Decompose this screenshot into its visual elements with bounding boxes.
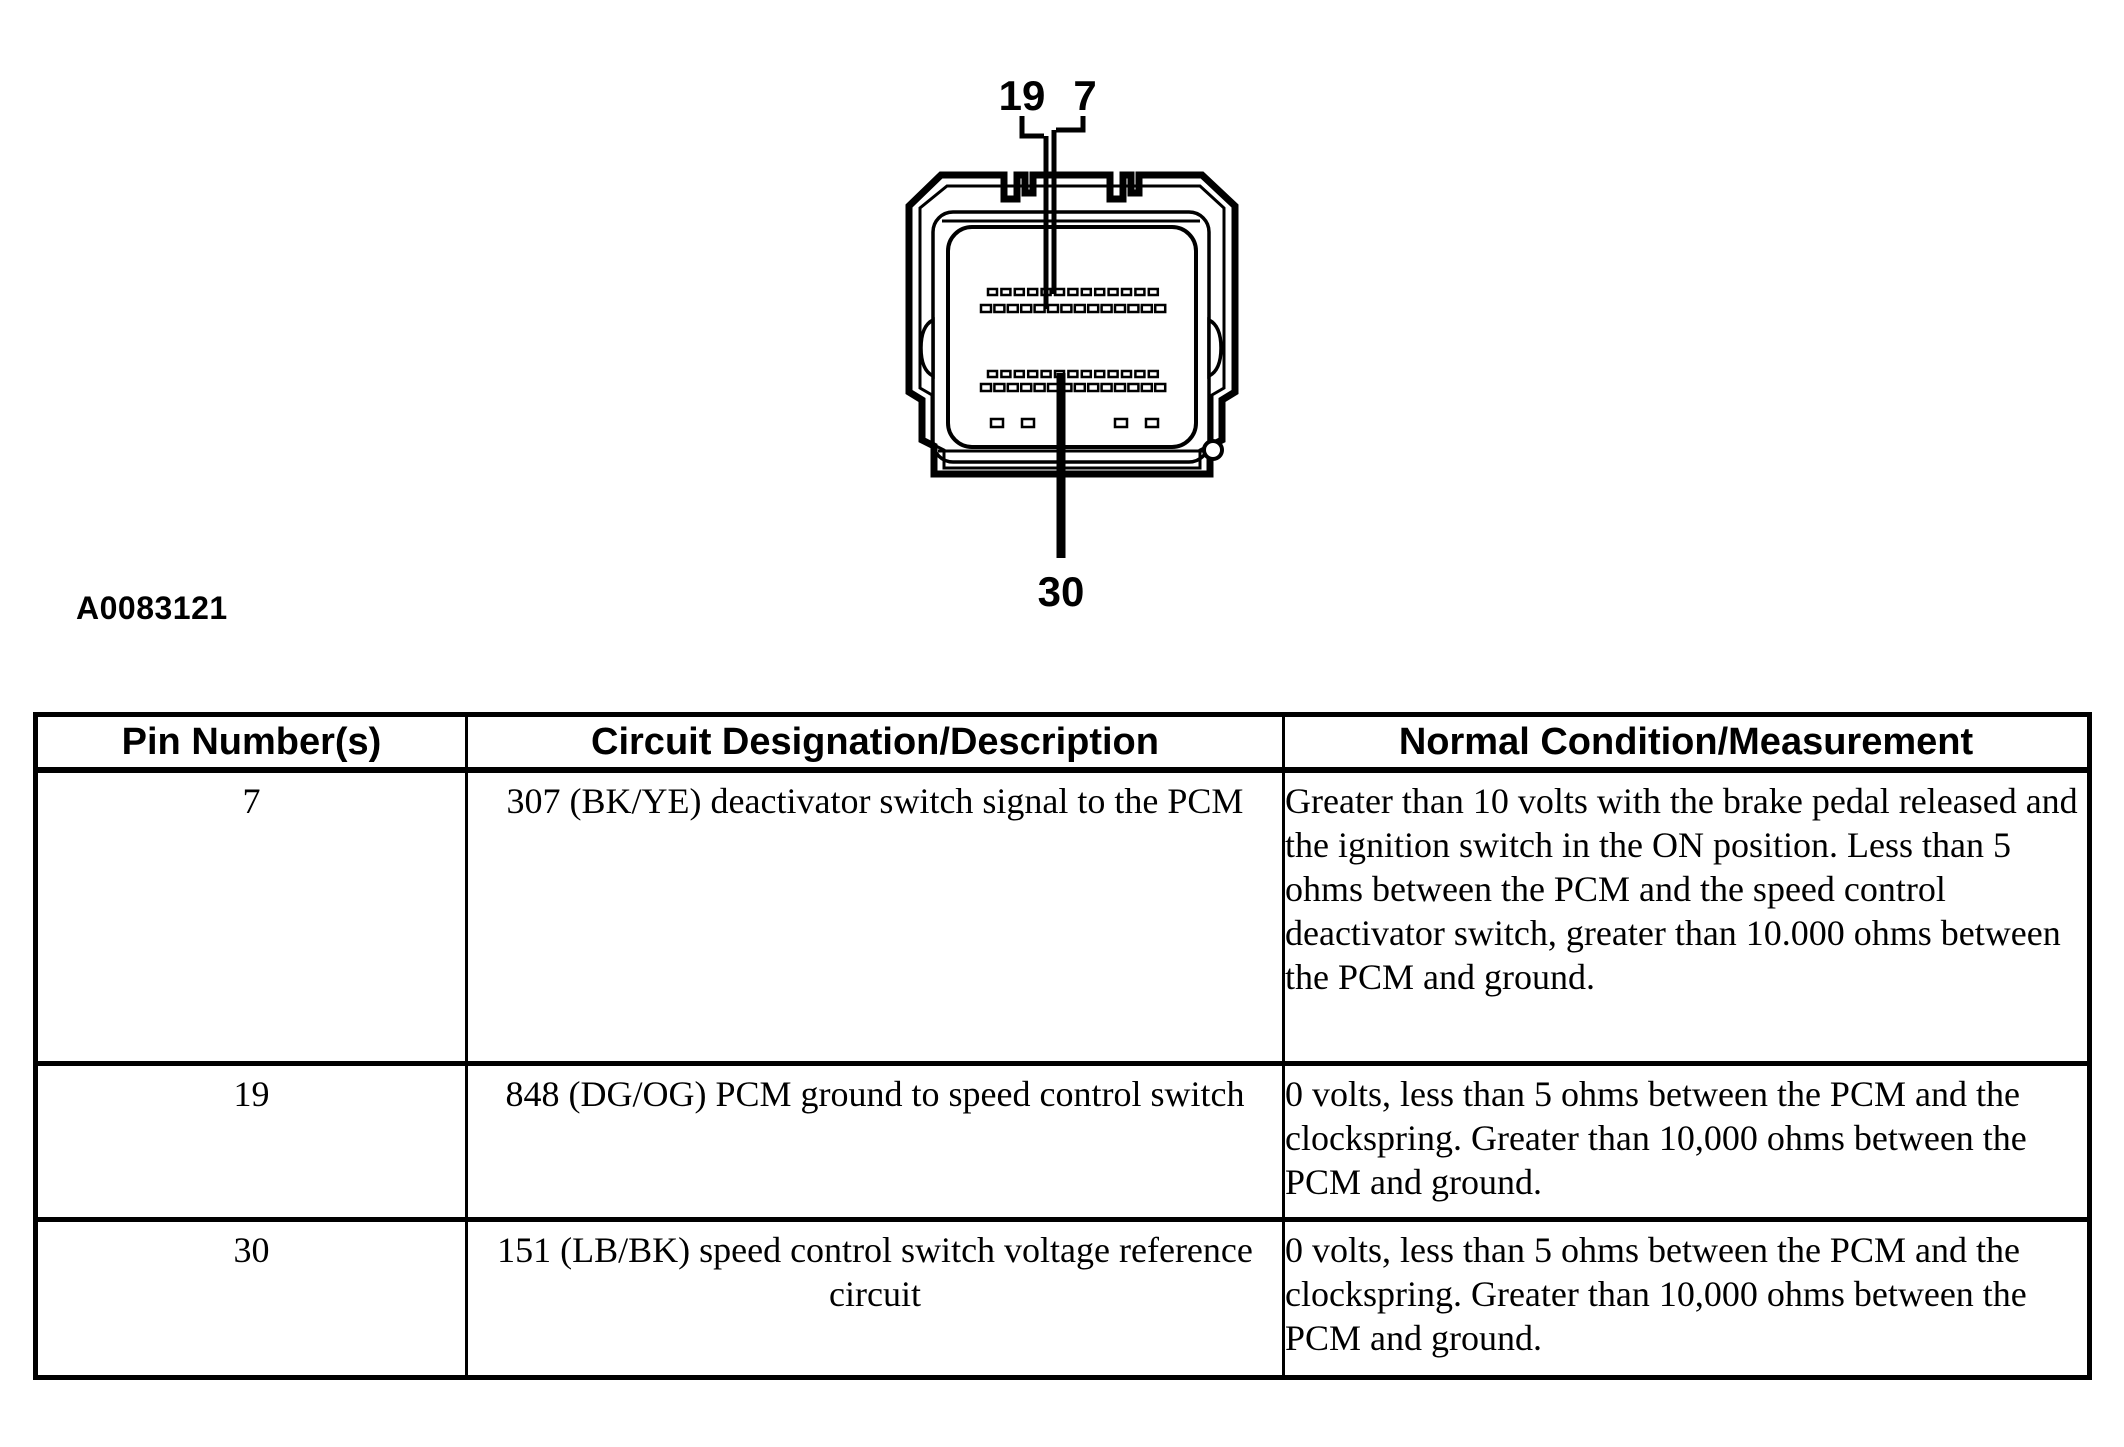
cell-pin-number: 19	[36, 1064, 467, 1220]
table-row	[36, 770, 2090, 1064]
connector-mount-hole-icon	[1204, 441, 1222, 459]
connector-pin	[1035, 305, 1045, 312]
connector-pin	[1149, 371, 1158, 377]
label-pin30: 30	[1037, 568, 1085, 615]
connector-pin	[1115, 305, 1125, 312]
connector-pin	[1135, 371, 1144, 377]
header-circuit-designation: Circuit Designation/Description	[467, 715, 1284, 771]
connector-pin	[1028, 371, 1037, 377]
connector-pin	[1102, 305, 1112, 312]
connector-pin	[994, 305, 1004, 312]
connector-pin	[1155, 305, 1165, 312]
connector-pin	[1109, 289, 1118, 295]
connector-right-bump	[1209, 320, 1221, 376]
connector-pin-field	[948, 227, 1196, 447]
connector-pin	[1021, 384, 1031, 391]
connector-pin	[1122, 371, 1131, 377]
connector-pin	[1068, 371, 1077, 377]
connector-pin	[1149, 289, 1158, 295]
connector-pin	[1115, 384, 1125, 391]
cell-normal-condition: 0 volts, less than 5 ohms between the PCM and the clockspring. Greater than 10,000 ohms between the PCM and ground.	[1284, 1220, 2090, 1378]
table-header-row	[36, 715, 2090, 771]
connector-pin	[1128, 384, 1138, 391]
connector-pin	[1142, 305, 1152, 312]
connector-pin	[1042, 371, 1051, 377]
connector-pin	[988, 289, 997, 295]
connector-pin	[1146, 419, 1158, 427]
connector-diagram	[860, 40, 1330, 640]
connector-pin	[1135, 289, 1144, 295]
connector-pin	[1015, 371, 1024, 377]
connector-pin	[1021, 305, 1031, 312]
connector-pin	[1122, 289, 1131, 295]
cell-circuit-description: 848 (DG/OG) PCM ground to speed control switch	[467, 1064, 1284, 1220]
connector-pins	[981, 289, 1165, 427]
connector-pin	[1115, 419, 1127, 427]
cell-normal-condition: 0 volts, less than 5 ohms between the PCM and the clockspring. Greater than 10,000 ohms between the PCM and ground.	[1284, 1064, 2090, 1220]
connector-pin	[1001, 371, 1010, 377]
connector-pin	[1061, 305, 1071, 312]
connector-pin	[1155, 384, 1165, 391]
connector-pin	[981, 305, 991, 312]
connector-pin	[1001, 289, 1010, 295]
connector-pin	[1035, 384, 1045, 391]
connector-pin	[1008, 305, 1018, 312]
figure-code: A0083121	[76, 590, 228, 626]
cell-circuit-description: 307 (BK/YE) deactivator switch signal to the PCM	[467, 770, 1284, 1064]
table-row	[36, 1064, 2090, 1220]
connector-left-bump	[921, 320, 933, 376]
connector-pin	[1028, 289, 1037, 295]
connector-pin	[1082, 289, 1091, 295]
header-pin-numbers: Pin Number(s)	[36, 715, 467, 771]
connector-pin	[1102, 384, 1112, 391]
connector-pin	[1075, 305, 1085, 312]
connector-pin	[1008, 384, 1018, 391]
connector-pin	[981, 384, 991, 391]
connector-pin	[1068, 289, 1077, 295]
connector-pin	[1075, 384, 1085, 391]
label-pin19: 19	[998, 72, 1046, 119]
cell-circuit-description: 151 (LB/BK) speed control switch voltage reference circuit	[467, 1220, 1284, 1378]
connector-body	[933, 212, 1209, 462]
connector-pin	[1082, 371, 1091, 377]
connector-pin	[1109, 371, 1118, 377]
connector-pin	[1022, 419, 1034, 427]
pinout-table	[33, 712, 2092, 1380]
connector-pin	[1048, 305, 1058, 312]
connector-pin	[988, 371, 997, 377]
table-row	[36, 1220, 2090, 1378]
connector-pin	[1088, 384, 1098, 391]
leader-line-pin7	[1054, 116, 1083, 294]
label-pin7: 7	[1073, 72, 1097, 119]
connector-pin	[991, 419, 1003, 427]
cell-pin-number: 30	[36, 1220, 467, 1378]
connector-pin	[1088, 305, 1098, 312]
connector-pin	[1095, 289, 1104, 295]
connector-pin	[1095, 371, 1104, 377]
cell-normal-condition: Greater than 10 volts with the brake pedal released and the ignition switch in the ON position. Less than 5 ohms between the PCM and the speed control deactivator switch, greater than 10.000 ohms between the PCM and ground.	[1284, 770, 2090, 1064]
connector-pin	[1142, 384, 1152, 391]
cell-pin-number: 7	[36, 770, 467, 1064]
connector-pin	[1015, 289, 1024, 295]
connector-pin	[994, 384, 1004, 391]
header-normal-condition: Normal Condition/Measurement	[1284, 715, 2090, 771]
connector-pin	[1128, 305, 1138, 312]
